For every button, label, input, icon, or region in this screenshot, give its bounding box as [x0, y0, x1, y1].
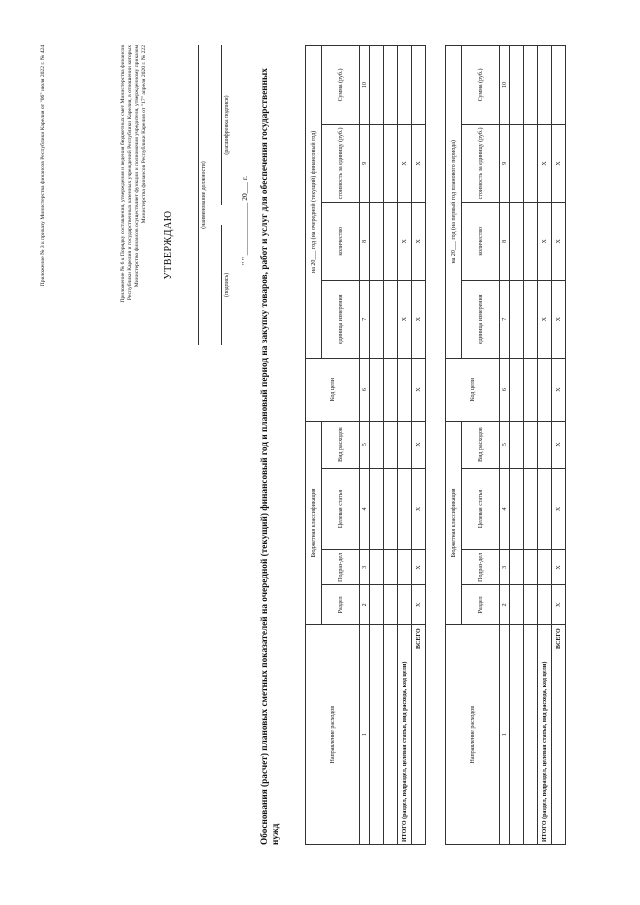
col-unit-header: единица измерения: [462, 280, 500, 358]
col-number-cell: 2: [360, 585, 370, 625]
col-period-header: на 20___ год (на первый год планового периода): [446, 46, 462, 359]
document-title: Обоснования (расчет) плановых сметных показателей на очередной (текущий) финансовый год и плановый период на закупку товаров, работ и услуг для обеспечения государственных нужд: [260, 68, 281, 845]
col-number-cell: 7: [360, 280, 370, 358]
col-subsection-header: Подраз-дел: [322, 550, 360, 585]
position-caption: (наименование должности): [201, 161, 207, 229]
x-mark: X: [412, 202, 426, 280]
col-number-cell: 9: [360, 124, 370, 202]
x-mark: X: [412, 550, 426, 585]
col-quantity-header: количество: [462, 202, 500, 280]
col-sum-header: Сумма (руб.): [462, 46, 500, 125]
column-number-row: [360, 46, 370, 845]
col-unit-cost-header: стоимость за единицу (руб.): [462, 124, 500, 202]
x-mark: X: [552, 358, 566, 421]
procedure-note: Приложение № 6 к Порядку составления, утверждения и ведения бюджетных смет Министерства финансов Республики Карелия и государственных казенных учреждений Республики Карелия, в отношении которых Министерство финансов осуществляет функции и полномочия учредителя, утвержденному приказом Министерства финансов Республики Карелия от "17" апреля 2020 г. № 222: [120, 45, 147, 303]
col-budget-class-header: Бюджетная классификация: [306, 421, 322, 625]
col-target-article-header: Целевая статья: [322, 468, 360, 550]
x-mark: X: [552, 202, 566, 280]
col-target-article-header: Целевая статья: [462, 468, 500, 550]
approval-heading: УТВЕРЖДАЮ: [163, 210, 174, 280]
subtotal-label: ИТОГО (раздел, подраздел, целевая статья, вид расхода, код цели): [398, 625, 412, 845]
col-goal-code-header: Код цели: [306, 358, 360, 421]
estimate-table-current-year: [305, 45, 426, 845]
x-mark: X: [552, 124, 566, 202]
col-unit-header: единица измерения: [322, 280, 360, 358]
subtotal-label: ИТОГО (раздел, подраздел, целевая статья, вид расхода, код цели): [538, 625, 552, 845]
grand-total-row: [412, 46, 426, 845]
x-mark: X: [552, 585, 566, 625]
x-mark: X: [538, 124, 552, 202]
col-number-cell: 6: [360, 358, 370, 421]
signature-line: [221, 225, 222, 345]
col-expense-type-header: Вид расходов: [322, 421, 360, 468]
col-budget-class-header: Бюджетная классификация: [446, 421, 462, 625]
col-direction-header: Направление расходов: [306, 625, 360, 845]
col-number-cell: 8: [500, 202, 510, 280]
x-mark: X: [538, 202, 552, 280]
table-row: [524, 46, 538, 845]
col-number-cell: 4: [360, 468, 370, 550]
col-expense-type-header: Вид расходов: [462, 421, 500, 468]
x-mark: X: [412, 585, 426, 625]
col-subsection-header: Подраз-дел: [462, 550, 500, 585]
col-number-cell: 6: [500, 358, 510, 421]
x-mark: X: [398, 280, 412, 358]
col-number-cell: 2: [500, 585, 510, 625]
x-mark: X: [412, 280, 426, 358]
decoding-line: [221, 45, 222, 205]
x-mark: X: [412, 124, 426, 202]
x-mark: X: [552, 550, 566, 585]
signature-caption: (подпись): [224, 272, 230, 298]
position-line: [198, 45, 199, 345]
appendix-note: Приложение № 3 к приказу Министерства финансов Республики Карелия от "06" июля 2022 г. № 424: [40, 45, 46, 287]
grand-total-label: ВСЕГО: [412, 625, 426, 845]
col-number-cell: 1: [500, 625, 510, 845]
x-mark: X: [552, 280, 566, 358]
col-number-cell: 4: [500, 468, 510, 550]
col-number-cell: 3: [500, 550, 510, 585]
table-row: [510, 46, 524, 845]
x-mark: X: [412, 358, 426, 421]
x-mark: X: [412, 421, 426, 468]
col-unit-cost-header: стоимость за единицу (руб.): [322, 124, 360, 202]
column-number-row: [500, 46, 510, 845]
col-section-header: Раздел: [462, 585, 500, 625]
table-row: [384, 46, 398, 845]
approval-date: " " ______________ 20___ г.: [240, 176, 249, 265]
col-number-cell: 10: [500, 46, 510, 125]
col-number-cell: 1: [360, 625, 370, 845]
x-mark: X: [412, 468, 426, 550]
x-mark: X: [398, 202, 412, 280]
estimate-table-plan-year-1: [445, 45, 566, 845]
col-sum-header: Сумма (руб.): [322, 46, 360, 125]
x-mark: X: [398, 124, 412, 202]
grand-total-row: [552, 46, 566, 845]
col-number-cell: 3: [360, 550, 370, 585]
col-number-cell: 5: [500, 421, 510, 468]
x-mark: X: [538, 280, 552, 358]
col-period-header: на 20___ год (на очередной (текущий) финансовый год): [306, 46, 322, 359]
x-mark: X: [552, 468, 566, 550]
x-mark: X: [552, 421, 566, 468]
grand-total-label: ВСЕГО: [552, 625, 566, 845]
col-quantity-header: количество: [322, 202, 360, 280]
col-goal-code-header: Код цели: [446, 358, 500, 421]
col-number-cell: 10: [360, 46, 370, 125]
col-number-cell: 5: [360, 421, 370, 468]
decoding-caption: (расшифровка подписи): [224, 95, 230, 155]
col-number-cell: 8: [360, 202, 370, 280]
col-number-cell: 9: [500, 124, 510, 202]
col-direction-header: Направление расходов: [446, 625, 500, 845]
table-row: [370, 46, 384, 845]
col-section-header: Раздел: [322, 585, 360, 625]
subtotal-row: [398, 46, 412, 845]
subtotal-row: [538, 46, 552, 845]
col-number-cell: 7: [500, 280, 510, 358]
